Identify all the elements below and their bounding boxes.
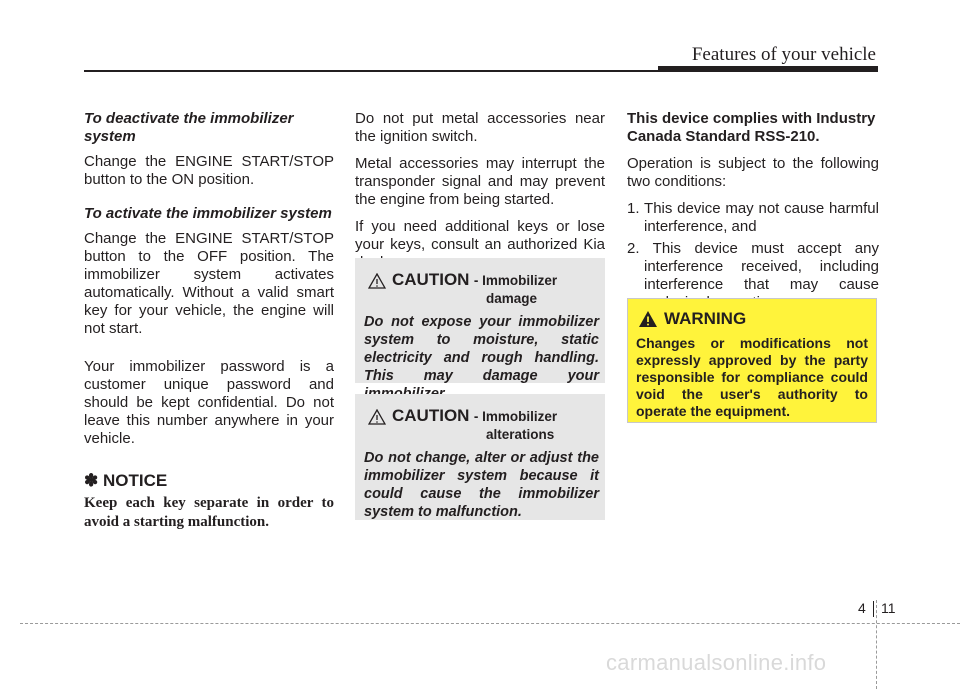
footer-dashed-vertical <box>876 600 877 689</box>
caution-box-alterations <box>355 394 605 520</box>
notice-star-icon: ✽ <box>84 471 99 490</box>
activate-heading: To activate the immobilizer system <box>84 205 332 222</box>
caution-text: Do not change, alter or adjust the immobilizer system because it could cause the immobilizer system to malfunction. <box>364 450 599 520</box>
caution-word: CAUTION <box>392 270 470 289</box>
interrupt-text: Metal accessories may interrupt the transponder signal and may prevent the engine from being started. <box>355 155 605 208</box>
notice-text: Keep each key separate in order to avoid a starting malfunction. <box>84 495 334 530</box>
column-right <box>627 110 879 316</box>
metal-text: Do not put metal accessories near the ignition switch. <box>355 110 605 145</box>
compliance-text: This device complies with Industry Canada Standard RSS-210. <box>627 110 876 145</box>
warning-triangle-icon <box>638 310 658 328</box>
column-middle <box>355 110 605 281</box>
page-number-divider <box>873 601 874 617</box>
page-number: 11 <box>881 600 896 616</box>
notice-title-text: NOTICE <box>102 471 168 490</box>
caution-triangle-icon <box>368 409 386 425</box>
list-item: 2. This device must accept any interference received, including interference that may cause <box>627 240 879 293</box>
warning-box <box>627 298 877 423</box>
deactivate-heading: To deactivate the immobilizer system <box>84 110 294 145</box>
password-text: Your immobilizer password is a customer unique password and should be kept confidential. Do not leave this number anywhere in your vehicle. <box>84 358 334 447</box>
keys-text: If you need additional keys or lose your keys, consult an authorized Kia <box>355 218 605 253</box>
header-rule <box>84 70 878 72</box>
caution-subject-line2: alterations <box>486 427 555 442</box>
list-item: 1. This device may not cause harmful interference, and <box>627 200 879 235</box>
caution-subject-line1: - Immobilizer <box>473 273 558 288</box>
caution-subject-line1: - Immobilizer <box>473 409 558 424</box>
caution-text: Do not expose your immobilizer system to moisture, static electricity and rough handling. This may damage your <box>364 314 599 384</box>
watermark: carmanualsonline.info <box>606 650 827 675</box>
chapter-number: 4 <box>858 600 866 616</box>
column-left <box>84 110 334 532</box>
warning-word: WARNING <box>664 309 747 328</box>
caution-subject-line2: damage <box>486 291 538 306</box>
notice-title <box>84 472 334 490</box>
warning-text: Changes or modifications not expressly approved by the party responsible for compliance could void the user's authority to operate the equipment. <box>636 335 868 419</box>
activate-text: Change the ENGINE START/STOP button to the OFF position. The immobilizer system activates automatically. Without a valid smart key for your vehicle, the engine will not start. <box>84 230 334 337</box>
footer-dashed-rule <box>20 623 960 624</box>
caution-triangle-icon <box>368 273 386 289</box>
conditions-list <box>627 200 879 312</box>
conditions-intro: Operation is subject to the following two conditions: <box>627 155 879 190</box>
caution-word: CAUTION <box>392 406 470 425</box>
deactivate-text: Change the ENGINE START/STOP button to the ON position. <box>84 153 334 188</box>
caution-box-damage <box>355 258 605 383</box>
header-title: Features of your vehicle <box>691 44 876 65</box>
